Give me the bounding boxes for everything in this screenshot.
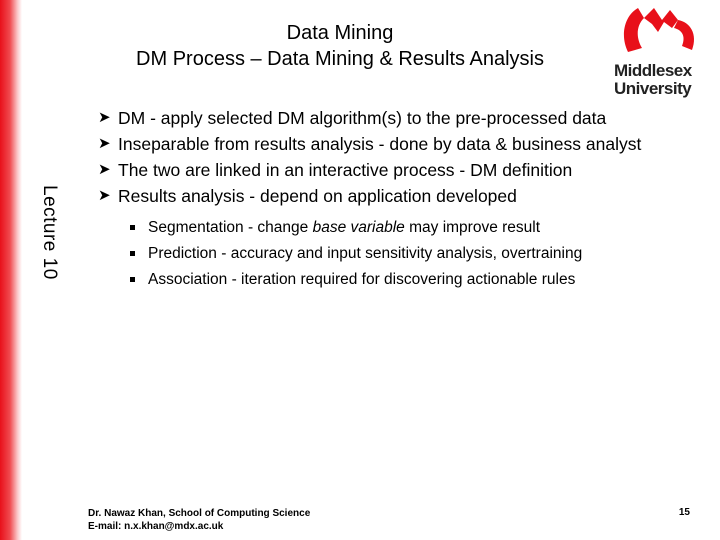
bullet-item: [98, 157, 698, 183]
arrow-bullet-icon: ➤: [98, 187, 111, 204]
bullet-item: [98, 131, 698, 157]
logo-text: [614, 62, 706, 98]
bullet-text: Results analysis - depend on application developed: [118, 186, 517, 206]
sub-bullet-list: [98, 215, 698, 293]
arrow-bullet-icon: ➤: [98, 161, 111, 178]
square-bullet-icon: [130, 277, 135, 282]
square-bullet-icon: [130, 225, 135, 230]
logo-text-line-2: University: [614, 79, 692, 98]
bullet-list: [98, 105, 698, 293]
sub-bullet-item: Prediction - accuracy and input sensitivity analysis, overtraining: [130, 241, 698, 267]
bullet-item: [98, 105, 698, 131]
bullet-text: Inseparable from results analysis - done by data & business analyst: [118, 134, 642, 154]
square-bullet-icon: [130, 251, 135, 256]
left-decorative-bar: [0, 0, 22, 540]
logo-text-line-1: Middlesex: [614, 61, 692, 80]
logo-mark-icon: [614, 2, 704, 60]
footer-email: E-mail: n.x.khan@mdx.ac.uk: [88, 521, 224, 532]
university-logo: [608, 2, 708, 102]
sub-bullet-item: Association - iteration required for discovering actionable rules: [130, 267, 698, 293]
title-line-1: Data Mining: [286, 22, 394, 44]
lecture-side-label: Lecture 10: [39, 185, 60, 280]
page-number: 15: [678, 507, 690, 518]
bullet-text: DM - apply selected DM algorithm(s) to the pre-processed data: [118, 108, 607, 128]
footer-line-1: Dr. Nawaz Khan, School of Computing Science: [88, 508, 311, 519]
arrow-bullet-icon: ➤: [98, 109, 111, 126]
title-line-2: DM Process – Data Mining & Results Analysis: [136, 48, 544, 70]
arrow-bullet-icon: ➤: [98, 135, 111, 152]
sub-bullet-item: Segmentation - change base variable may improve result: [130, 215, 698, 241]
bullet-item: [98, 183, 698, 209]
footer-author: [88, 507, 310, 533]
bullet-text: The two are linked in an interactive process - DM definition: [118, 160, 573, 180]
slide-title: [90, 20, 590, 72]
